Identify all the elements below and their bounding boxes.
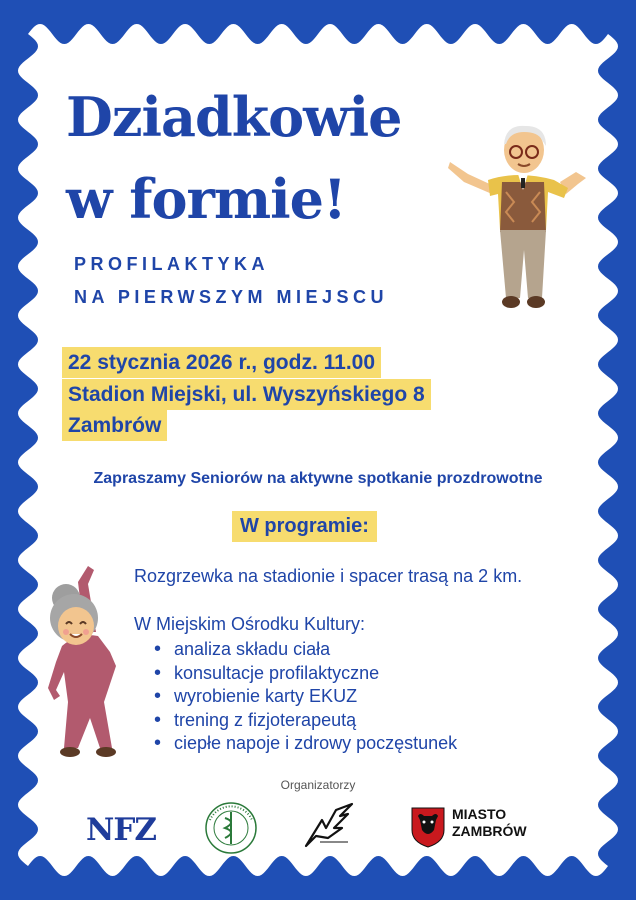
subtitle-line-2: NA PIERWSZYM MIEJSCU bbox=[74, 287, 389, 307]
university-seal-icon bbox=[204, 800, 258, 856]
program-heading: W programie: bbox=[232, 511, 377, 542]
event-venue: Stadion Miejski, ul. Wyszyńskiego 8 bbox=[62, 379, 431, 410]
list-item: • konsultacje profilaktyczne bbox=[154, 662, 457, 686]
list-item: • analiza składu ciała bbox=[154, 638, 457, 662]
program-location: W Miejskim Ośrodku Kultury: bbox=[134, 614, 366, 634]
grandma-illustration-icon bbox=[38, 562, 138, 758]
event-city: Zambrów bbox=[62, 410, 167, 441]
title-line-2: w formie! bbox=[66, 167, 346, 231]
title-line-1: Dziadkowie bbox=[66, 85, 402, 149]
list-item: • trening z fizjoterapeutą bbox=[154, 709, 457, 733]
nfz-logo: NFZ bbox=[86, 812, 156, 848]
list-item: • ciepłe napoje i zdrowy poczęstunek bbox=[154, 732, 457, 756]
invitation-text: Zapraszamy Seniorów na aktywne spotkanie prozdrowotne bbox=[93, 470, 543, 487]
city-logo-text bbox=[452, 806, 527, 840]
grandpa-illustration-icon bbox=[448, 122, 588, 314]
zambrow-coat-of-arms-icon bbox=[410, 806, 446, 848]
mok-logo-icon bbox=[302, 800, 356, 852]
list-item: • wyrobienie karty EKUZ bbox=[154, 685, 457, 709]
event-date-time: 22 stycznia 2026 r., godz. 11.00 bbox=[62, 347, 381, 378]
program-intro: Rozgrzewka na stadionie i spacer trasą na 2 km. bbox=[134, 566, 523, 586]
organizers-label: Organizatorzy bbox=[280, 778, 356, 792]
program-list bbox=[154, 638, 457, 756]
city-logo-line-1: MIASTO bbox=[452, 806, 507, 822]
city-logo-line-2: ZAMBRÓW bbox=[452, 823, 527, 839]
subtitle-line-1: PROFILAKTYKA bbox=[74, 254, 269, 274]
